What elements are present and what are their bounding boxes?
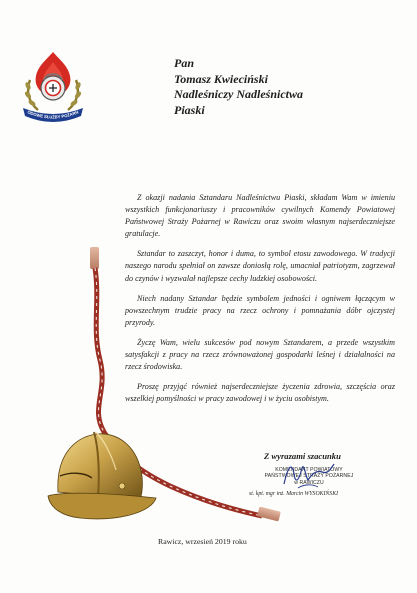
emblem-ribbon-text <box>20 50 86 128</box>
handwritten-signature-icon <box>278 454 338 494</box>
addressee-place: Piaski <box>174 102 205 117</box>
closing-phrase: Z wyrazami szacunku <box>264 451 341 461</box>
emblem-ribbon-label: ODOWE SŁUŻBY POŻARN <box>26 109 80 120</box>
addressee-name: Tomasz Kwieciński <box>174 71 268 86</box>
body-paragraph: Niech nadany Sztandar będzie symbolem jedności i ogniwem łączącym w powszechnym trudzie pracy na rzecz ochrony i pomnażania dóbr ojczystej przyrody. <box>125 293 395 327</box>
place-and-date: Rawicz, wrzesień 2019 roku <box>158 537 247 546</box>
body-paragraph: Sztandar to zaszczyt, honor i duma, to symbol etosu zawodowego. W tradycji naszego narodu spełniał on zawsze doniosłą rolę, umacniał patriotyzm, zagrzewał do czynów i wyzwalał najlepsze cechy ludzkiej osobowości. <box>125 249 395 283</box>
svg-text:ZAWODOWE SŁUŻBY POŻARNICZE <box>20 50 79 120</box>
stamp-line: w RAWICZU <box>294 479 324 486</box>
stamp-line: PAŃSTWOWEJ STRAŻY POŻARNEJ <box>264 473 354 480</box>
body-paragraph: Proszę przyjąć również najserdeczniejsze życzenia zdrowia, szczęścia oraz wszelkiej pomyślności w pracy zawodowej i w życiu osobistym. <box>125 382 395 404</box>
body-paragraph: Z okazji nadania Sztandaru Nadleśnictwu Piaski, składam Wam w imieniu wszystkich funkcjonariuszy i pracowników cywilnych Komendy Powiatowej Państwowej Straży Pożarnej w Rawiczu oraz swoim własnym najserdeczniejsze gratulacje. <box>125 193 395 239</box>
body-paragraph: Życzę Wam, wielu sukcesów pod nowym Sztandarem, a przede wszystkim satysfakcji z pracy na rzecz zrównoważonej gospodarki leśnej i działalności na rzecz środowiska. <box>125 337 395 372</box>
stamp-line: KOMENDANT POWIATOWY <box>275 467 343 473</box>
addressee-block <box>174 56 303 118</box>
letter-body <box>125 192 395 413</box>
addressee-salutation: Pan <box>174 56 195 70</box>
signer-name: st. kpt. mgr inż. Marcin WYSOKIŃSKI <box>249 491 338 497</box>
addressee-title: Nadleśniczy Nadleśnictwa <box>174 87 303 101</box>
